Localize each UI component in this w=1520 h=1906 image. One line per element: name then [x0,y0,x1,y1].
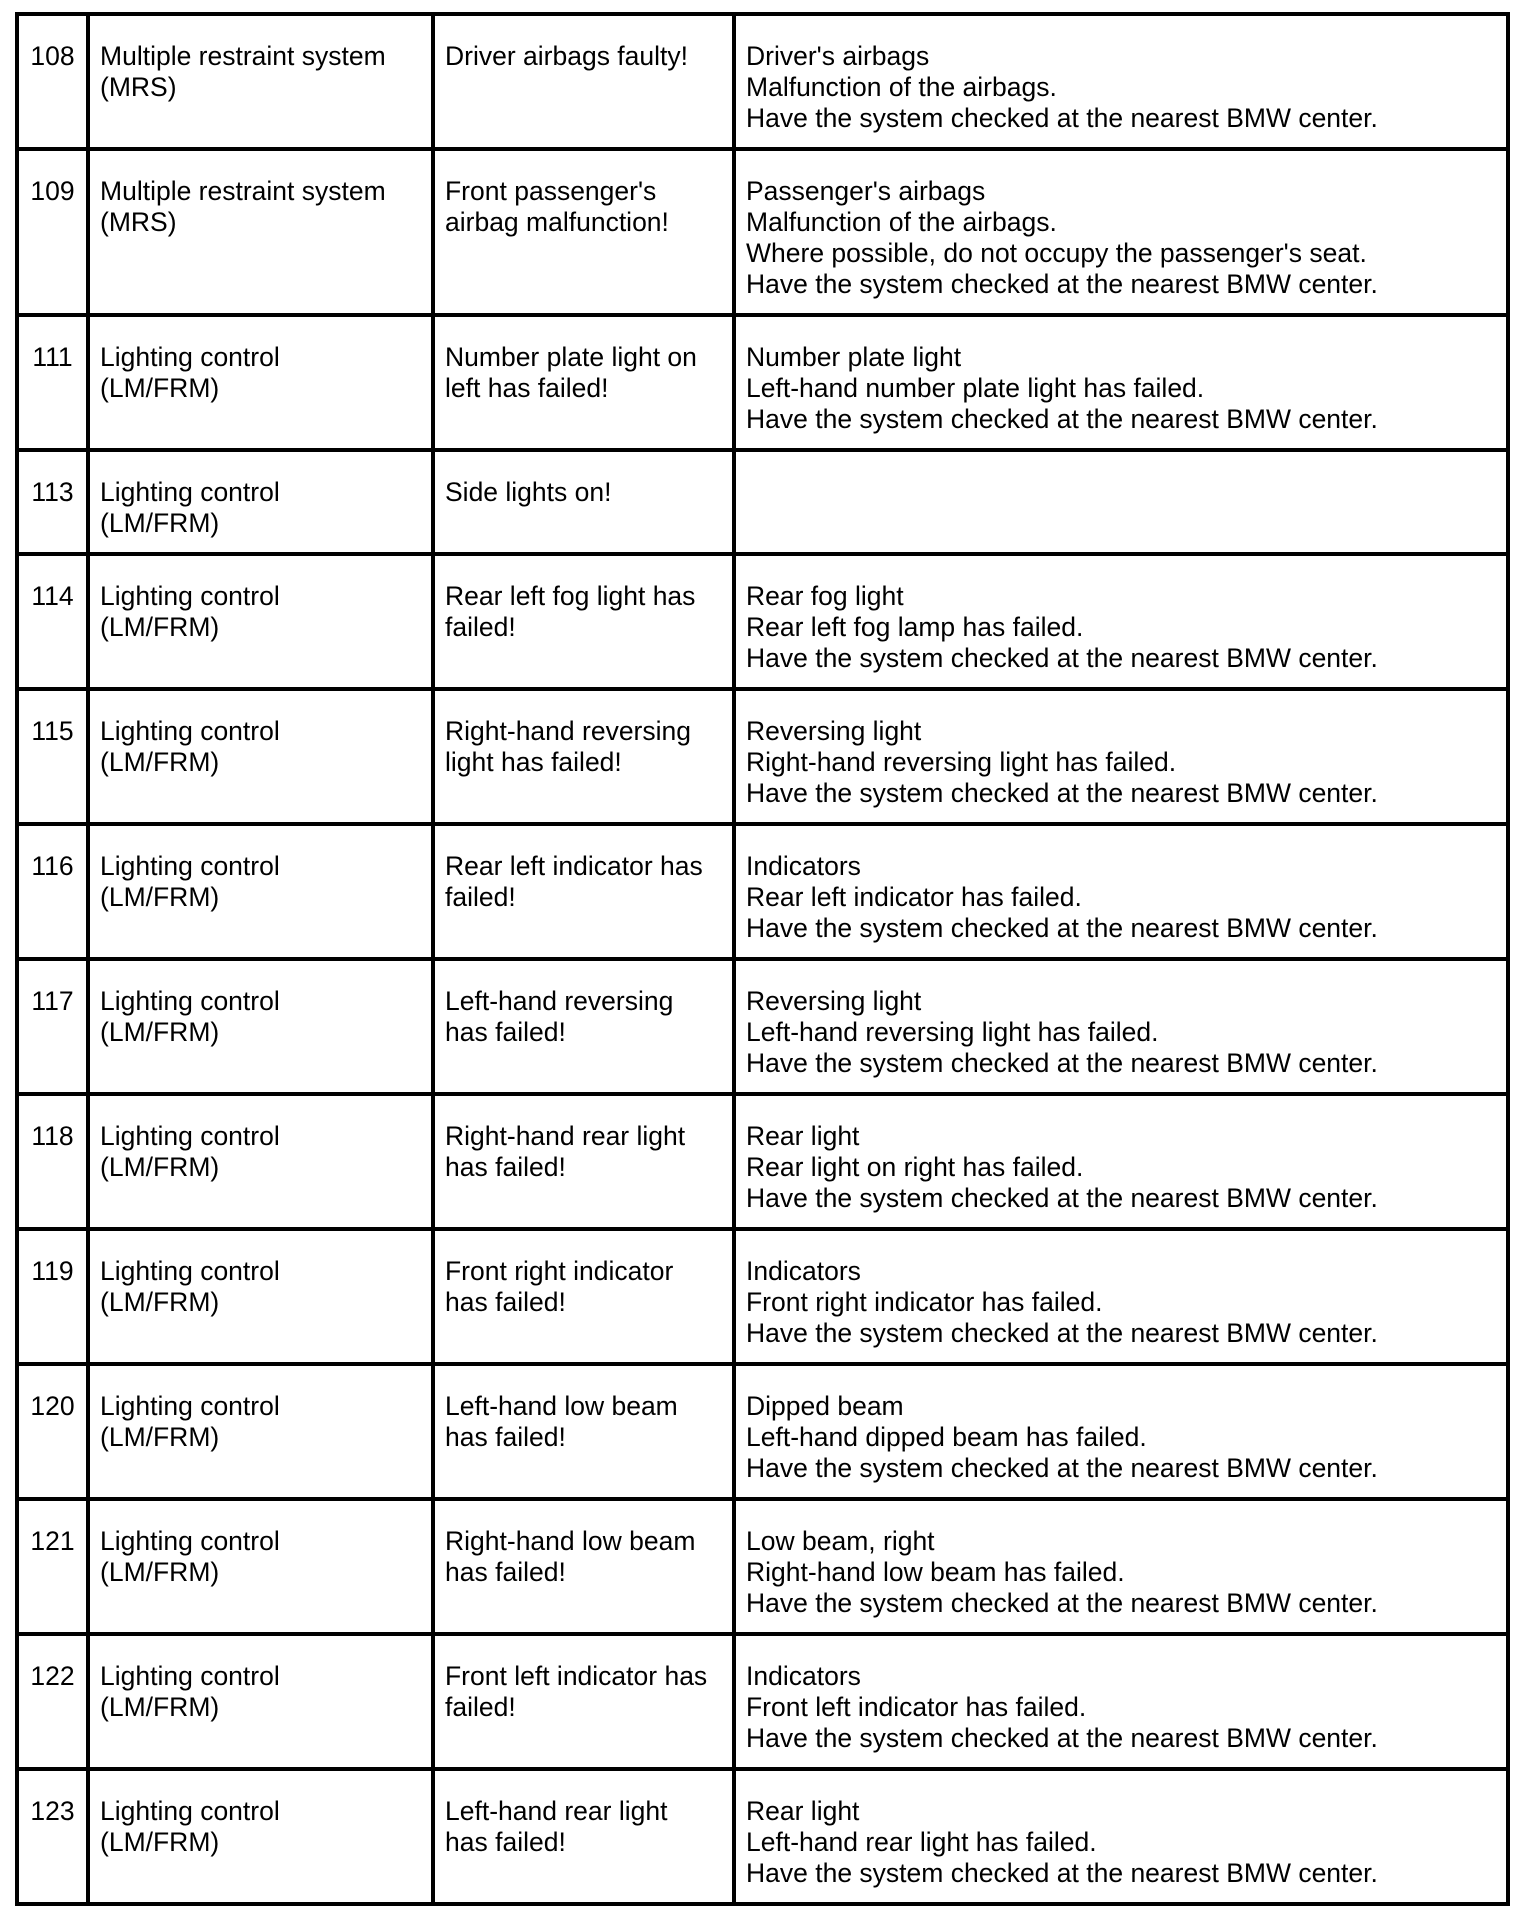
system-line: (LM/FRM) [100,1827,220,1857]
system-cell [88,450,433,554]
system-line: (MRS) [100,72,177,102]
details-line: Have the system checked at the nearest BMW center. [746,103,1378,133]
details-line: Have the system checked at the nearest BMW center. [746,1858,1378,1888]
display-message-cell [433,1634,734,1769]
message-number-cell [17,315,88,450]
system-line: Multiple restraint system [100,176,386,206]
details-line: Passenger's airbags [746,176,986,206]
display-message-line: Left-hand reversing [445,986,674,1016]
display-message-line: Left-hand low beam [445,1391,678,1421]
display-message-cell [433,1499,734,1634]
display-message-line: Right-hand low beam [445,1526,696,1556]
details-line: Have the system checked at the nearest BMW center. [746,1048,1378,1078]
details-line: Malfunction of the airbags. [746,72,1057,102]
details-line: Have the system checked at the nearest BMW center. [746,404,1378,434]
system-line: Lighting control [100,1256,280,1286]
details-line: Rear left fog lamp has failed. [746,612,1084,642]
system-cell [88,1634,433,1769]
display-message-line: Front right indicator [445,1256,674,1286]
details-line: Left-hand reversing light has failed. [746,1017,1159,1047]
message-number-cell [17,1094,88,1229]
details-line: Right-hand reversing light has failed. [746,747,1177,777]
table-row [17,149,1508,315]
system-line: (LM/FRM) [100,1422,220,1452]
message-number-cell [17,554,88,689]
display-message-line: Rear left fog light has [445,581,696,611]
details-line: Have the system checked at the nearest BMW center. [746,778,1378,808]
message-number: 113 [31,477,74,507]
details-line: Indicators [746,1256,861,1286]
display-message-cell [433,824,734,959]
system-line: Lighting control [100,1391,280,1421]
display-message-line: has failed! [445,1422,566,1452]
system-line: (LM/FRM) [100,747,220,777]
table-row [17,1499,1508,1634]
details-line: Have the system checked at the nearest BMW center. [746,643,1378,673]
table-row [17,450,1508,554]
display-message-line: has failed! [445,1827,566,1857]
details-line: Left-hand number plate light has failed. [746,373,1205,403]
display-message-line: Right-hand rear light [445,1121,686,1151]
details-line: Indicators [746,1661,861,1691]
details-line: Have the system checked at the nearest BMW center. [746,1723,1378,1753]
system-line: Lighting control [100,477,280,507]
system-line: Lighting control [100,986,280,1016]
display-message-line: Front passenger's [445,176,657,206]
details-line: Have the system checked at the nearest BMW center. [746,1183,1378,1213]
table-row [17,14,1508,149]
message-number-cell [17,959,88,1094]
system-cell [88,149,433,315]
message-number: 111 [32,342,73,372]
system-cell [88,824,433,959]
message-number: 117 [31,986,74,1016]
display-message-line: Driver airbags faulty! [445,41,689,71]
message-number: 122 [30,1661,75,1691]
display-message-cell [433,1094,734,1229]
details-line: Low beam, right [746,1526,935,1556]
details-line: Where possible, do not occupy the passenger's seat. [746,238,1367,268]
system-cell [88,1769,433,1904]
display-message-cell [433,450,734,554]
display-message-cell [433,1229,734,1364]
message-number: 115 [31,716,74,746]
details-cell [734,1364,1508,1499]
table-row [17,689,1508,824]
display-message-line: Right-hand reversing [445,716,691,746]
display-message-cell [433,959,734,1094]
table-row [17,1364,1508,1499]
details-cell [734,1094,1508,1229]
message-number-cell [17,1634,88,1769]
details-line: Rear light [746,1121,860,1151]
display-message-line: airbag malfunction! [445,207,669,237]
details-line: Malfunction of the airbags. [746,207,1057,237]
table-row [17,1094,1508,1229]
details-line: Have the system checked at the nearest BMW center. [746,269,1378,299]
message-number-cell [17,1229,88,1364]
details-line: Front left indicator has failed. [746,1692,1087,1722]
display-message-line: has failed! [445,1287,566,1317]
system-line: (LM/FRM) [100,1557,220,1587]
details-cell [734,554,1508,689]
display-message-line: light has failed! [445,747,622,777]
display-message-line: Front left indicator has [445,1661,708,1691]
display-message-line: failed! [445,612,516,642]
system-line: Lighting control [100,1796,280,1826]
display-message-line: failed! [445,1692,516,1722]
check-control-table-body [17,14,1508,1904]
table-row [17,1229,1508,1364]
message-number: 121 [30,1526,75,1556]
details-line: Rear left indicator has failed. [746,882,1082,912]
details-cell [734,1769,1508,1904]
system-cell [88,554,433,689]
details-cell [734,959,1508,1094]
display-message-cell [433,315,734,450]
table-row [17,824,1508,959]
message-number-cell [17,1769,88,1904]
details-cell [734,315,1508,450]
details-cell [734,1229,1508,1364]
system-line: (LM/FRM) [100,882,220,912]
message-number: 108 [30,41,75,71]
display-message-line: left has failed! [445,373,609,403]
display-message-line: Number plate light on [445,342,697,372]
system-cell [88,1364,433,1499]
details-cell [734,14,1508,149]
details-line: Driver's airbags [746,41,930,71]
system-line: (LM/FRM) [100,1152,220,1182]
details-line: Dipped beam [746,1391,904,1421]
display-message-line: has failed! [445,1017,566,1047]
system-line: (LM/FRM) [100,612,220,642]
message-number-cell [17,824,88,959]
details-line: Have the system checked at the nearest BMW center. [746,913,1378,943]
system-cell [88,1499,433,1634]
message-number-cell [17,149,88,315]
message-number: 120 [30,1391,75,1421]
table-row [17,554,1508,689]
message-number-cell [17,689,88,824]
system-line: Lighting control [100,1661,280,1691]
details-cell [734,149,1508,315]
details-cell [734,1634,1508,1769]
details-line: Reversing light [746,716,922,746]
system-cell [88,959,433,1094]
display-message-cell [433,149,734,315]
details-line: Number plate light [746,342,962,372]
check-control-table [15,12,1510,1906]
details-line: Right-hand low beam has failed. [746,1557,1125,1587]
display-message-cell [433,14,734,149]
details-cell [734,824,1508,959]
details-line: Left-hand dipped beam has failed. [746,1422,1147,1452]
system-line: Lighting control [100,581,280,611]
system-line: Lighting control [100,716,280,746]
display-message-cell [433,1769,734,1904]
details-line: Rear light [746,1796,860,1826]
system-line: (LM/FRM) [100,1287,220,1317]
details-line: Rear fog light [746,581,904,611]
display-message-line: has failed! [445,1557,566,1587]
display-message-cell [433,1364,734,1499]
message-number-cell [17,14,88,149]
system-line: (MRS) [100,207,177,237]
system-line: Lighting control [100,1121,280,1151]
details-cell [734,689,1508,824]
message-number: 119 [31,1256,74,1286]
details-cell [734,1499,1508,1634]
message-number: 123 [30,1796,75,1826]
table-row [17,315,1508,450]
display-message-line: Rear left indicator has [445,851,703,881]
system-line: Lighting control [100,342,280,372]
system-line: (LM/FRM) [100,1017,220,1047]
system-line: Multiple restraint system [100,41,386,71]
system-line: Lighting control [100,851,280,881]
display-message-cell [433,554,734,689]
system-cell [88,315,433,450]
details-line: Reversing light [746,986,922,1016]
details-line: Indicators [746,851,861,881]
details-line: Have the system checked at the nearest BMW center. [746,1453,1378,1483]
message-number-cell [17,450,88,554]
table-row [17,959,1508,1094]
message-number: 116 [31,851,74,881]
details-line: Left-hand rear light has failed. [746,1827,1097,1857]
details-line: Have the system checked at the nearest BMW center. [746,1318,1378,1348]
message-number-cell [17,1499,88,1634]
system-line: Lighting control [100,1526,280,1556]
system-line: (LM/FRM) [100,508,220,538]
details-line: Front right indicator has failed. [746,1287,1103,1317]
message-number: 109 [30,176,75,206]
system-line: (LM/FRM) [100,1692,220,1722]
system-line: (LM/FRM) [100,373,220,403]
display-message-line: has failed! [445,1152,566,1182]
details-line: Rear light on right has failed. [746,1152,1084,1182]
details-line: Have the system checked at the nearest BMW center. [746,1588,1378,1618]
system-cell [88,689,433,824]
message-number: 114 [31,581,74,611]
display-message-line: Side lights on! [445,477,612,507]
display-message-line: failed! [445,882,516,912]
system-cell [88,14,433,149]
message-number: 118 [31,1121,74,1151]
details-cell [734,450,1508,554]
display-message-cell [433,689,734,824]
table-row [17,1634,1508,1769]
table-row [17,1769,1508,1904]
system-cell [88,1094,433,1229]
message-number-cell [17,1364,88,1499]
display-message-line: Left-hand rear light [445,1796,668,1826]
system-cell [88,1229,433,1364]
